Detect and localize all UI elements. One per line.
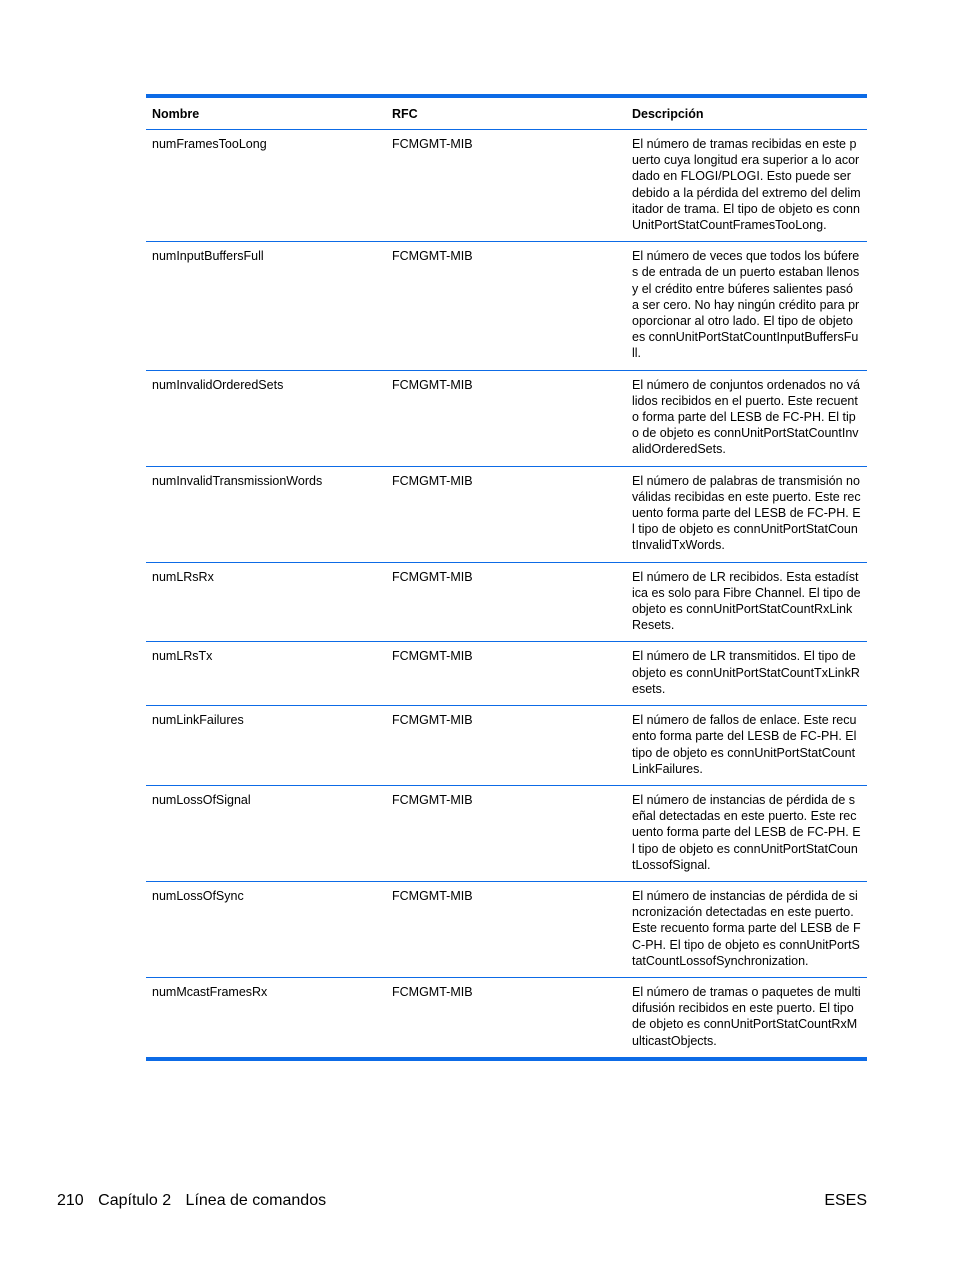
locale-label: ESES — [824, 1192, 867, 1209]
cell-name: numLossOfSignal — [152, 792, 251, 807]
cell-rfc: FCMGMT-MIB — [392, 137, 473, 151]
cell-description: El número de instancias de pérdida de sincronización detectadas en este puerto. Este recuento forma parte del LESB de FC-PH. El tipo de objeto es connUnitPortStatCountLossofSynchronization. — [632, 888, 861, 968]
cell-name: numLRsRx — [152, 569, 214, 584]
table-row — [146, 370, 867, 466]
page-number: 210 — [57, 1192, 84, 1209]
cell-rfc: FCMGMT-MIB — [392, 649, 473, 664]
header-name: Nombre — [152, 107, 200, 121]
cell-name: numInputBuffersFull — [152, 249, 264, 264]
cell-description: El número de tramas recibidas en este puerto cuya longitud era superior a lo acordado en FLOGI/PLOGI. Esto puede ser debido a la pérdida del extremo del delimitador de trama. El tipo de objeto es connUnitPortStatCountFramesTooLong. — [632, 137, 861, 233]
cell-description: El número de veces que todos los búferes de entrada de un puerto estaban llenos y el crédito entre búferes salientes pasó a ser cero. No hay ningún crédito para proporcionar al otro lado. El tipo de objeto es connUnitPortStatCountInputBuffersFull. — [632, 249, 860, 361]
cell-name: numFramesTooLong — [152, 137, 267, 151]
table-row — [146, 642, 867, 706]
page-footer-left — [57, 1192, 336, 1210]
table-header-row — [146, 96, 867, 130]
cell-description: El número de fallos de enlace. Este recuento forma parte del LESB de FC-PH. El tipo de objeto es connUnitPortStatCountLinkFailures. — [632, 713, 857, 776]
cell-rfc: FCMGMT-MIB — [392, 377, 473, 392]
cell-description: El número de tramas o paquetes de multidifusión recibidos en este puerto. El tipo de objeto es connUnitPortStatCountRxMulticastObjects. — [632, 984, 861, 1048]
cell-rfc: FCMGMT-MIB — [392, 888, 473, 903]
cell-name: numInvalidOrderedSets — [152, 377, 284, 392]
table-row — [146, 130, 867, 242]
cell-description: El número de instancias de pérdida de señal detectadas en este puerto. Este recuento forma parte del LESB de FC-PH. El tipo de objeto es connUnitPortStatCountLossofSignal. — [632, 792, 861, 872]
table-row — [146, 785, 867, 881]
cell-rfc: FCMGMT-MIB — [392, 792, 473, 807]
cell-name: numLRsTx — [152, 649, 213, 664]
cell-name: numMcastFramesRx — [152, 984, 268, 999]
mib-table — [146, 94, 867, 1061]
cell-rfc: FCMGMT-MIB — [392, 249, 473, 264]
header-rfc: RFC — [392, 107, 418, 121]
table-row — [146, 562, 867, 642]
table-row — [146, 466, 867, 562]
cell-name: numLinkFailures — [152, 713, 244, 728]
table-row — [146, 881, 867, 977]
cell-rfc: FCMGMT-MIB — [392, 473, 473, 488]
cell-description: El número de LR transmitidos. El tipo de objeto es connUnitPortStatCountTxLinkResets. — [632, 649, 860, 696]
cell-rfc: FCMGMT-MIB — [392, 569, 473, 584]
cell-rfc: FCMGMT-MIB — [392, 984, 473, 999]
cell-description: El número de LR recibidos. Esta estadística es solo para Fibre Channel. El tipo de objeto es connUnitPortStatCountRxLinkResets. — [632, 569, 861, 633]
cell-name: numLossOfSync — [152, 888, 244, 903]
cell-rfc: FCMGMT-MIB — [392, 713, 473, 728]
table-row — [146, 242, 867, 370]
cell-description: El número de conjuntos ordenados no válidos recibidos en el puerto. Este recuento forma parte del LESB de FC-PH. El tipo de objeto es connUnitPortStatCountInvalidOrderedSets. — [632, 377, 860, 457]
table-row — [146, 706, 867, 786]
table-row — [146, 977, 867, 1058]
mib-table-container — [146, 94, 867, 1061]
chapter-title: Línea de comandos — [185, 1192, 327, 1209]
chapter-label: Capítulo 2 — [98, 1192, 172, 1209]
cell-name: numInvalidTransmissionWords — [152, 473, 323, 488]
cell-description: El número de palabras de transmisión no válidas recibidas en este puerto. Este recuento forma parte del LESB de FC-PH. El tipo de objeto es connUnitPortStatCountInvalidTxWords. — [632, 473, 861, 553]
header-description: Descripción — [632, 107, 704, 121]
